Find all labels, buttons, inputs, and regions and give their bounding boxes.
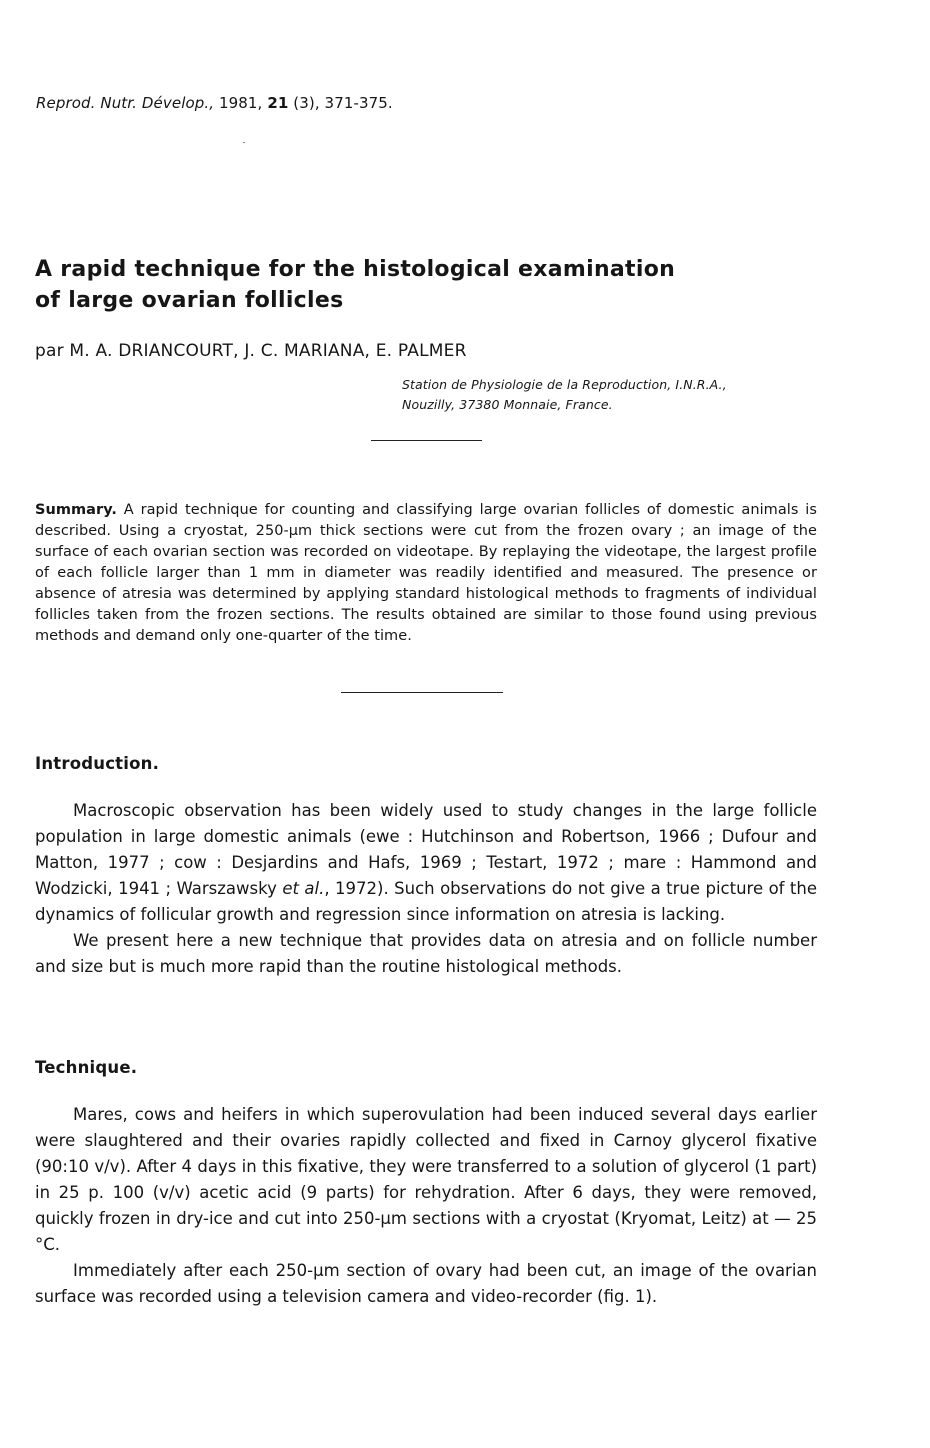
issue-pages: (3), 371-375. [293, 94, 393, 112]
citation-line [36, 94, 393, 112]
introduction-body [35, 798, 817, 980]
technique-body [35, 1102, 817, 1310]
affiliation [402, 375, 727, 415]
introduction-heading: Introduction. [35, 754, 160, 773]
technique-heading: Technique. [35, 1058, 138, 1077]
technique-paragraph-1: Mares, cows and heifers in which superovulation had been induced several days earlier were slaughtered and their ovaries rapidly collected and fixed in Carnoy glycerol fixative (90:10 v/v). After 4 days in this fixative, they were transferred to a solution of glycerol (1 part) in 25 p. 100 (v/v) acetic acid (9 parts) for rehydration. After 6 days, they were removed, quickly frozen in dry-ice and cut into 250-µm sections with a cryostat (Kryomat, Leitz) at — 25 °C. [35, 1105, 817, 1254]
separator-rule-top [371, 440, 482, 441]
summary-text: A rapid technique for counting and classifying large ovarian follicles of domestic animals is described. Using a cryostat, 250-µm thick sections were cut from the frozen ovary ; an image of the surface of each ovarian section was recorded on videotape. By replaying the videotape, the largest profile of each follicle larger than 1 mm in diameter was readily identified and measured. The presence or absence of atresia was determined by applying standard histological methods to fragments of individual follicles taken from the frozen sections. The results obtained are similar to those found using previous methods and demand only one-quarter of the time. [35, 502, 817, 644]
title-line-1: A rapid technique for the histological examination [35, 257, 676, 282]
affiliation-line-1: Station de Physiologie de la Reproduction, I.N.R.A., [402, 377, 727, 392]
introduction-paragraph-2: We present here a new technique that provides data on atresia and on follicle number and size but is much more rapid than the routine histological methods. [35, 931, 817, 976]
technique-paragraph-2: Immediately after each 250-µm section of ovary had been cut, an image of the ovarian surface was recorded using a television camera and video-recorder (fig. 1). [35, 1261, 817, 1306]
author-line: par M. A. DRIANCOURT, J. C. MARIANA, E. PALMER [35, 341, 467, 361]
introduction-p1-text-b: , 1972). Such observations do not give a true picture of the dynamics of follicular growth and regression since information on atresia is lacking. [35, 879, 817, 924]
volume-number: 21 [267, 94, 289, 112]
print-mark [243, 142, 245, 143]
summary-block [35, 500, 817, 647]
publication-year: 1981, [218, 94, 263, 112]
article-title [35, 254, 795, 316]
summary-label: Summary. [35, 502, 117, 518]
title-line-2: of large ovarian follicles [35, 288, 344, 313]
affiliation-line-2: Nouzilly, 37380 Monnaie, France. [402, 397, 613, 412]
introduction-paragraph-1 [35, 798, 817, 928]
introduction-p1-et-al: et al. [282, 879, 325, 898]
introduction-p1-text-a: Macroscopic observation has been widely used to study changes in the large follicle population in large domestic animals (ewe : Hutchinson and Robertson, 1966 ; Dufour and Matton, 1977 ; cow : Desjardins and Hafs, 1969 ; Testart, 1972 ; mare : Hammond and Wodzicki, 1941 ; Warszawsky [35, 801, 817, 898]
separator-rule-bottom [341, 692, 503, 693]
journal-name: Reprod. Nutr. Dévelop., [36, 94, 215, 112]
